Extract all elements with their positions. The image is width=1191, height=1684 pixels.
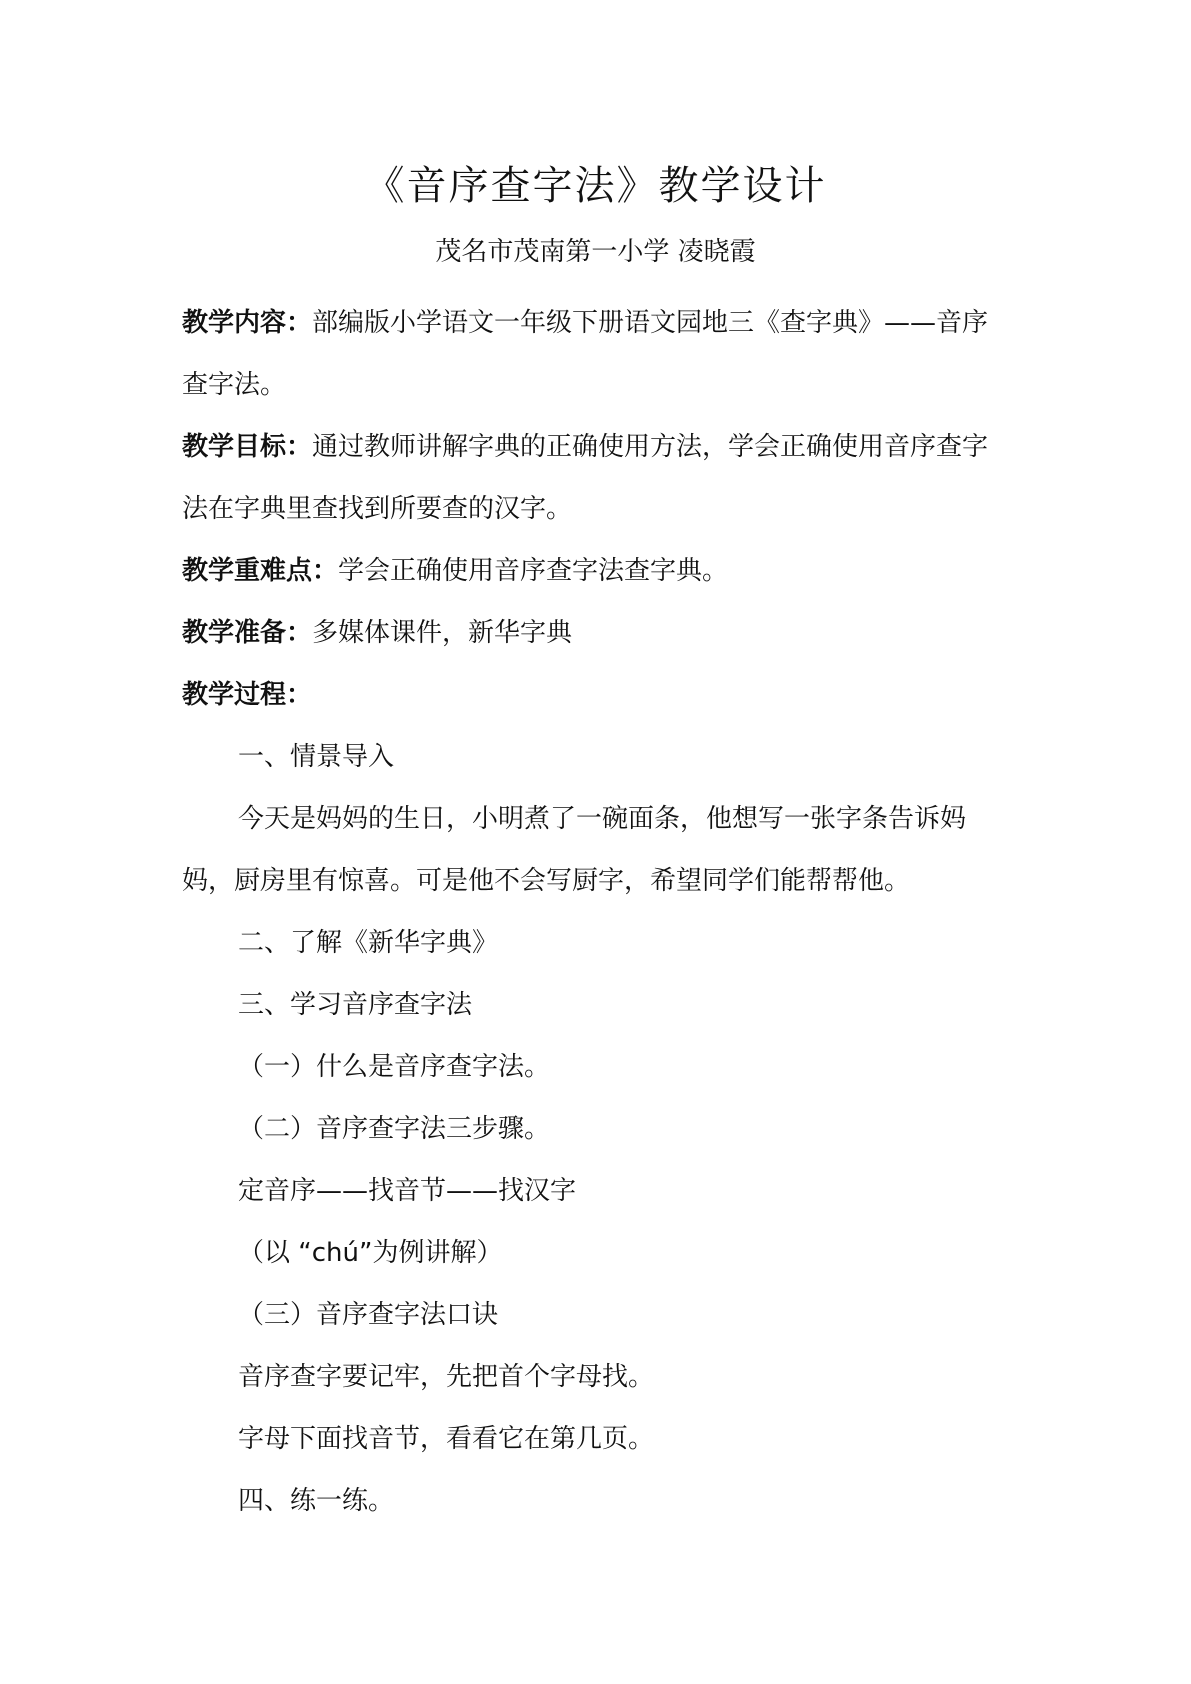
section-dictionary-heading: 二、了解《新华字典》	[238, 928, 499, 958]
subsection-rhyme: （三）音序查字法口诀	[238, 1300, 499, 1330]
section-scenario-heading: 一、情景导入	[238, 742, 395, 772]
preparation-label: 教学准备：	[182, 618, 313, 648]
author-line: 茂名市茂南第一小学 凌晓霞	[435, 237, 756, 267]
example-line: （以 “chú”为例讲解）	[238, 1238, 503, 1268]
content-label: 教学内容：	[182, 308, 313, 338]
section-method-heading: 三、学习音序查字法	[238, 990, 473, 1020]
process-label: 教学过程：	[182, 680, 313, 710]
preparation-text: 多媒体课件，新华字典	[312, 618, 573, 648]
subsection-what-is: （一）什么是音序查字法。	[238, 1052, 551, 1082]
key-points-label: 教学重难点：	[182, 556, 339, 586]
content-text: 部编版小学语文一年级下册语文园地三《查字典》——音序查字法。	[182, 308, 989, 400]
content-paragraph	[182, 292, 1012, 416]
objectives-label: 教学目标：	[182, 432, 313, 462]
steps-line: 定音序——找音节——找汉字	[238, 1176, 577, 1206]
document-body	[182, 292, 1012, 1532]
section-practice-heading: 四、练一练。	[238, 1486, 395, 1516]
scenario-paragraph: 今天是妈妈的生日，小明煮了一碗面条，他想写一张字条告诉妈妈，厨房里有惊喜。可是他不会写厨字，希望同学们能帮帮他。	[182, 804, 967, 896]
document-title: 《音序查字法》教学设计	[364, 163, 827, 209]
key-points-paragraph	[182, 540, 1012, 602]
objectives-text: 通过教师讲解字典的正确使用方法，学会正确使用音序查字法在字典里查找到所要查的汉字。	[182, 432, 989, 524]
key-points-text: 学会正确使用音序查字法查字典。	[338, 556, 729, 586]
preparation-paragraph	[182, 602, 1012, 664]
objectives-paragraph	[182, 416, 1012, 540]
rhyme-line-2: 字母下面找音节，看看它在第几页。	[238, 1424, 655, 1454]
subsection-three-steps: （二）音序查字法三步骤。	[238, 1114, 551, 1144]
rhyme-line-1: 音序查字要记牢，先把首个字母找。	[238, 1362, 655, 1392]
process-heading	[182, 664, 1012, 726]
